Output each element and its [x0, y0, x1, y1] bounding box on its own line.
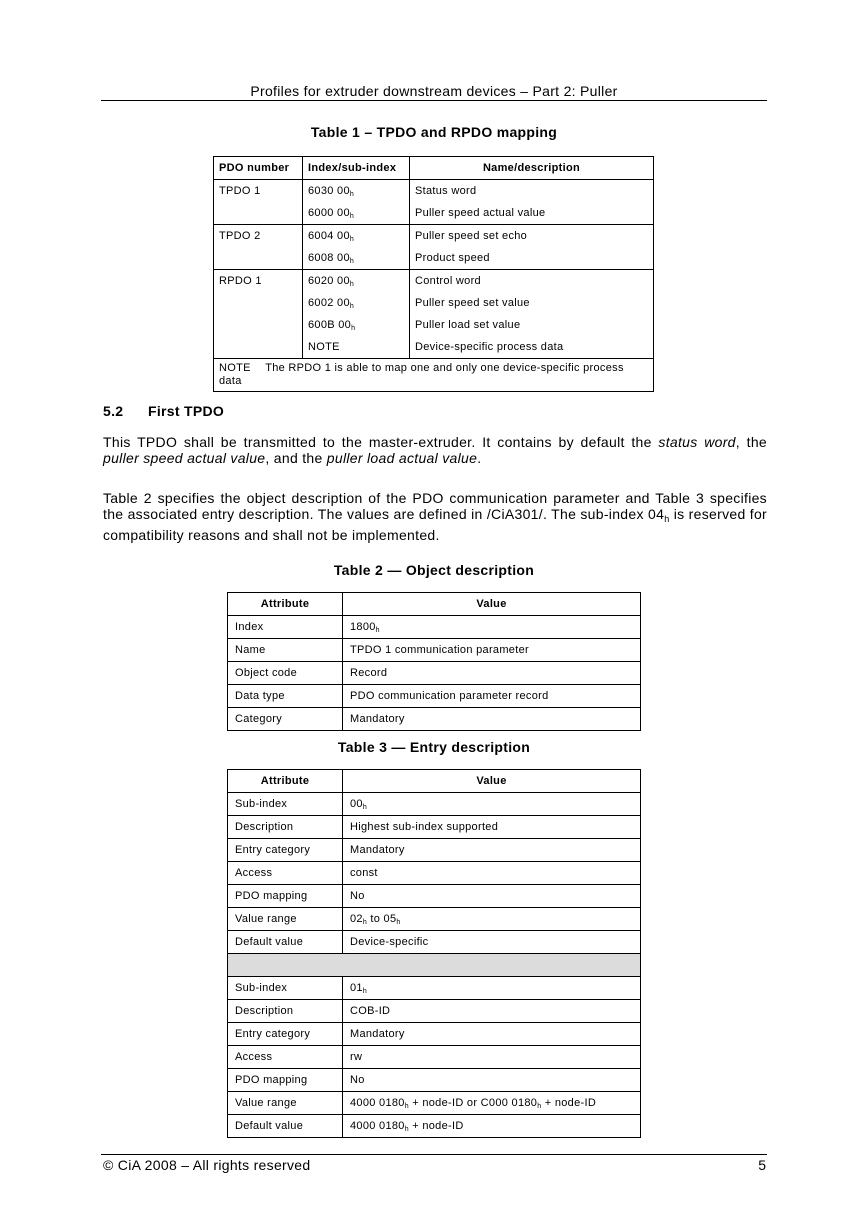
table-header-row: [214, 157, 654, 180]
table-header-row: [228, 770, 641, 793]
table-row: Sub-index $00_h$: [228, 793, 641, 816]
section-number: 5.2: [103, 403, 124, 419]
table-row: PDO mapping No: [228, 885, 641, 908]
table-row: Default value 4000 $0180_h$ + node-ID: [228, 1115, 641, 1138]
table-row: Entry category Mandatory: [228, 839, 641, 862]
pdo-number-cell: TPDO 1: [214, 180, 303, 225]
table-row: Description Highest sub-index supported: [228, 816, 641, 839]
table-row: Access rw: [228, 1046, 641, 1069]
table-row: Category Mandatory: [228, 708, 641, 731]
pdo-number-cell: RPDO 1: [214, 270, 303, 359]
table-row: Sub-index $01_h$: [228, 977, 641, 1000]
table2: [227, 592, 641, 731]
index-cell: 6004 $00_h$ 6008 $00_h$: [303, 225, 410, 270]
page-header: Profiles for extruder downstream devices – Part 2: Puller: [250, 83, 618, 99]
column-header: Value: [343, 593, 641, 616]
column-header: Name/description: [410, 157, 654, 180]
table-row: [214, 270, 654, 359]
paragraph: Table 2 specifies the object description of the PDO communication parameter and Table 3 specifies the associated entry description. The values are defined in /CiA301/. The sub-index $04_h$ is reserved for compatibility reasons and shall not be implemented.: [103, 490, 768, 543]
section-heading: [103, 403, 224, 419]
table-row: Value range $02_h$ to $05_h$: [228, 908, 641, 931]
index-cell: 6030 $00_h$ 6000 $00_h$: [303, 180, 410, 225]
separator-row: [228, 954, 641, 977]
column-header: Attribute: [228, 770, 343, 793]
table-row: PDO mapping No: [228, 1069, 641, 1092]
description-cell: Puller speed set echo Product speed: [410, 225, 654, 270]
table-row: Access const: [228, 862, 641, 885]
description-cell: Control word Puller speed set value Puller load set value Device-specific process data: [410, 270, 654, 359]
table-row: Object code Record: [228, 662, 641, 685]
description-cell: Status word Puller speed actual value: [410, 180, 654, 225]
table3: [227, 769, 641, 1138]
footer-rule: [101, 1154, 767, 1155]
table-row: Entry category Mandatory: [228, 1023, 641, 1046]
table-row: Description COB-ID: [228, 1000, 641, 1023]
pdo-number-cell: TPDO 2: [214, 225, 303, 270]
header-rule: [101, 100, 767, 101]
table1: [213, 156, 654, 392]
table-header-row: [228, 593, 641, 616]
table-note-row: [214, 359, 654, 392]
table3-caption: Table 3 — Entry description: [337, 739, 531, 755]
table-row: Data type PDO communication parameter record: [228, 685, 641, 708]
table-note: NOTE The RPDO 1 is able to map one and only one device-specific process data: [214, 359, 654, 392]
column-header: Index/sub-index: [303, 157, 410, 180]
table-row: Default value Device-specific: [228, 931, 641, 954]
copyright-text: © CiA 2008 – All rights reserved: [103, 1157, 311, 1173]
table-row: Index $1800_h$: [228, 616, 641, 639]
index-cell: 6020 $00_h$ 6002 $00_h$ 600B $00_h$ NOTE: [303, 270, 410, 359]
table-row: Name TPDO 1 communication parameter: [228, 639, 641, 662]
table-row: Value range 4000 $0180_h$ + node-ID or C000 $0180_h$ + node-ID: [228, 1092, 641, 1115]
paragraph: This TPDO shall be transmitted to the master-extruder. It contains by default the status word, the puller speed actual value, and the puller load actual value.: [103, 434, 767, 466]
section-title: First TPDO: [148, 403, 225, 419]
column-header: PDO number: [214, 157, 303, 180]
page-number: 5: [758, 1157, 766, 1173]
table1-caption: Table 1 – TPDO and RPDO mapping: [310, 124, 558, 140]
table2-caption: Table 2 — Object description: [333, 562, 535, 578]
column-header: Value: [343, 770, 641, 793]
table-row: [214, 225, 654, 270]
column-header: Attribute: [228, 593, 343, 616]
table-row: [214, 180, 654, 225]
